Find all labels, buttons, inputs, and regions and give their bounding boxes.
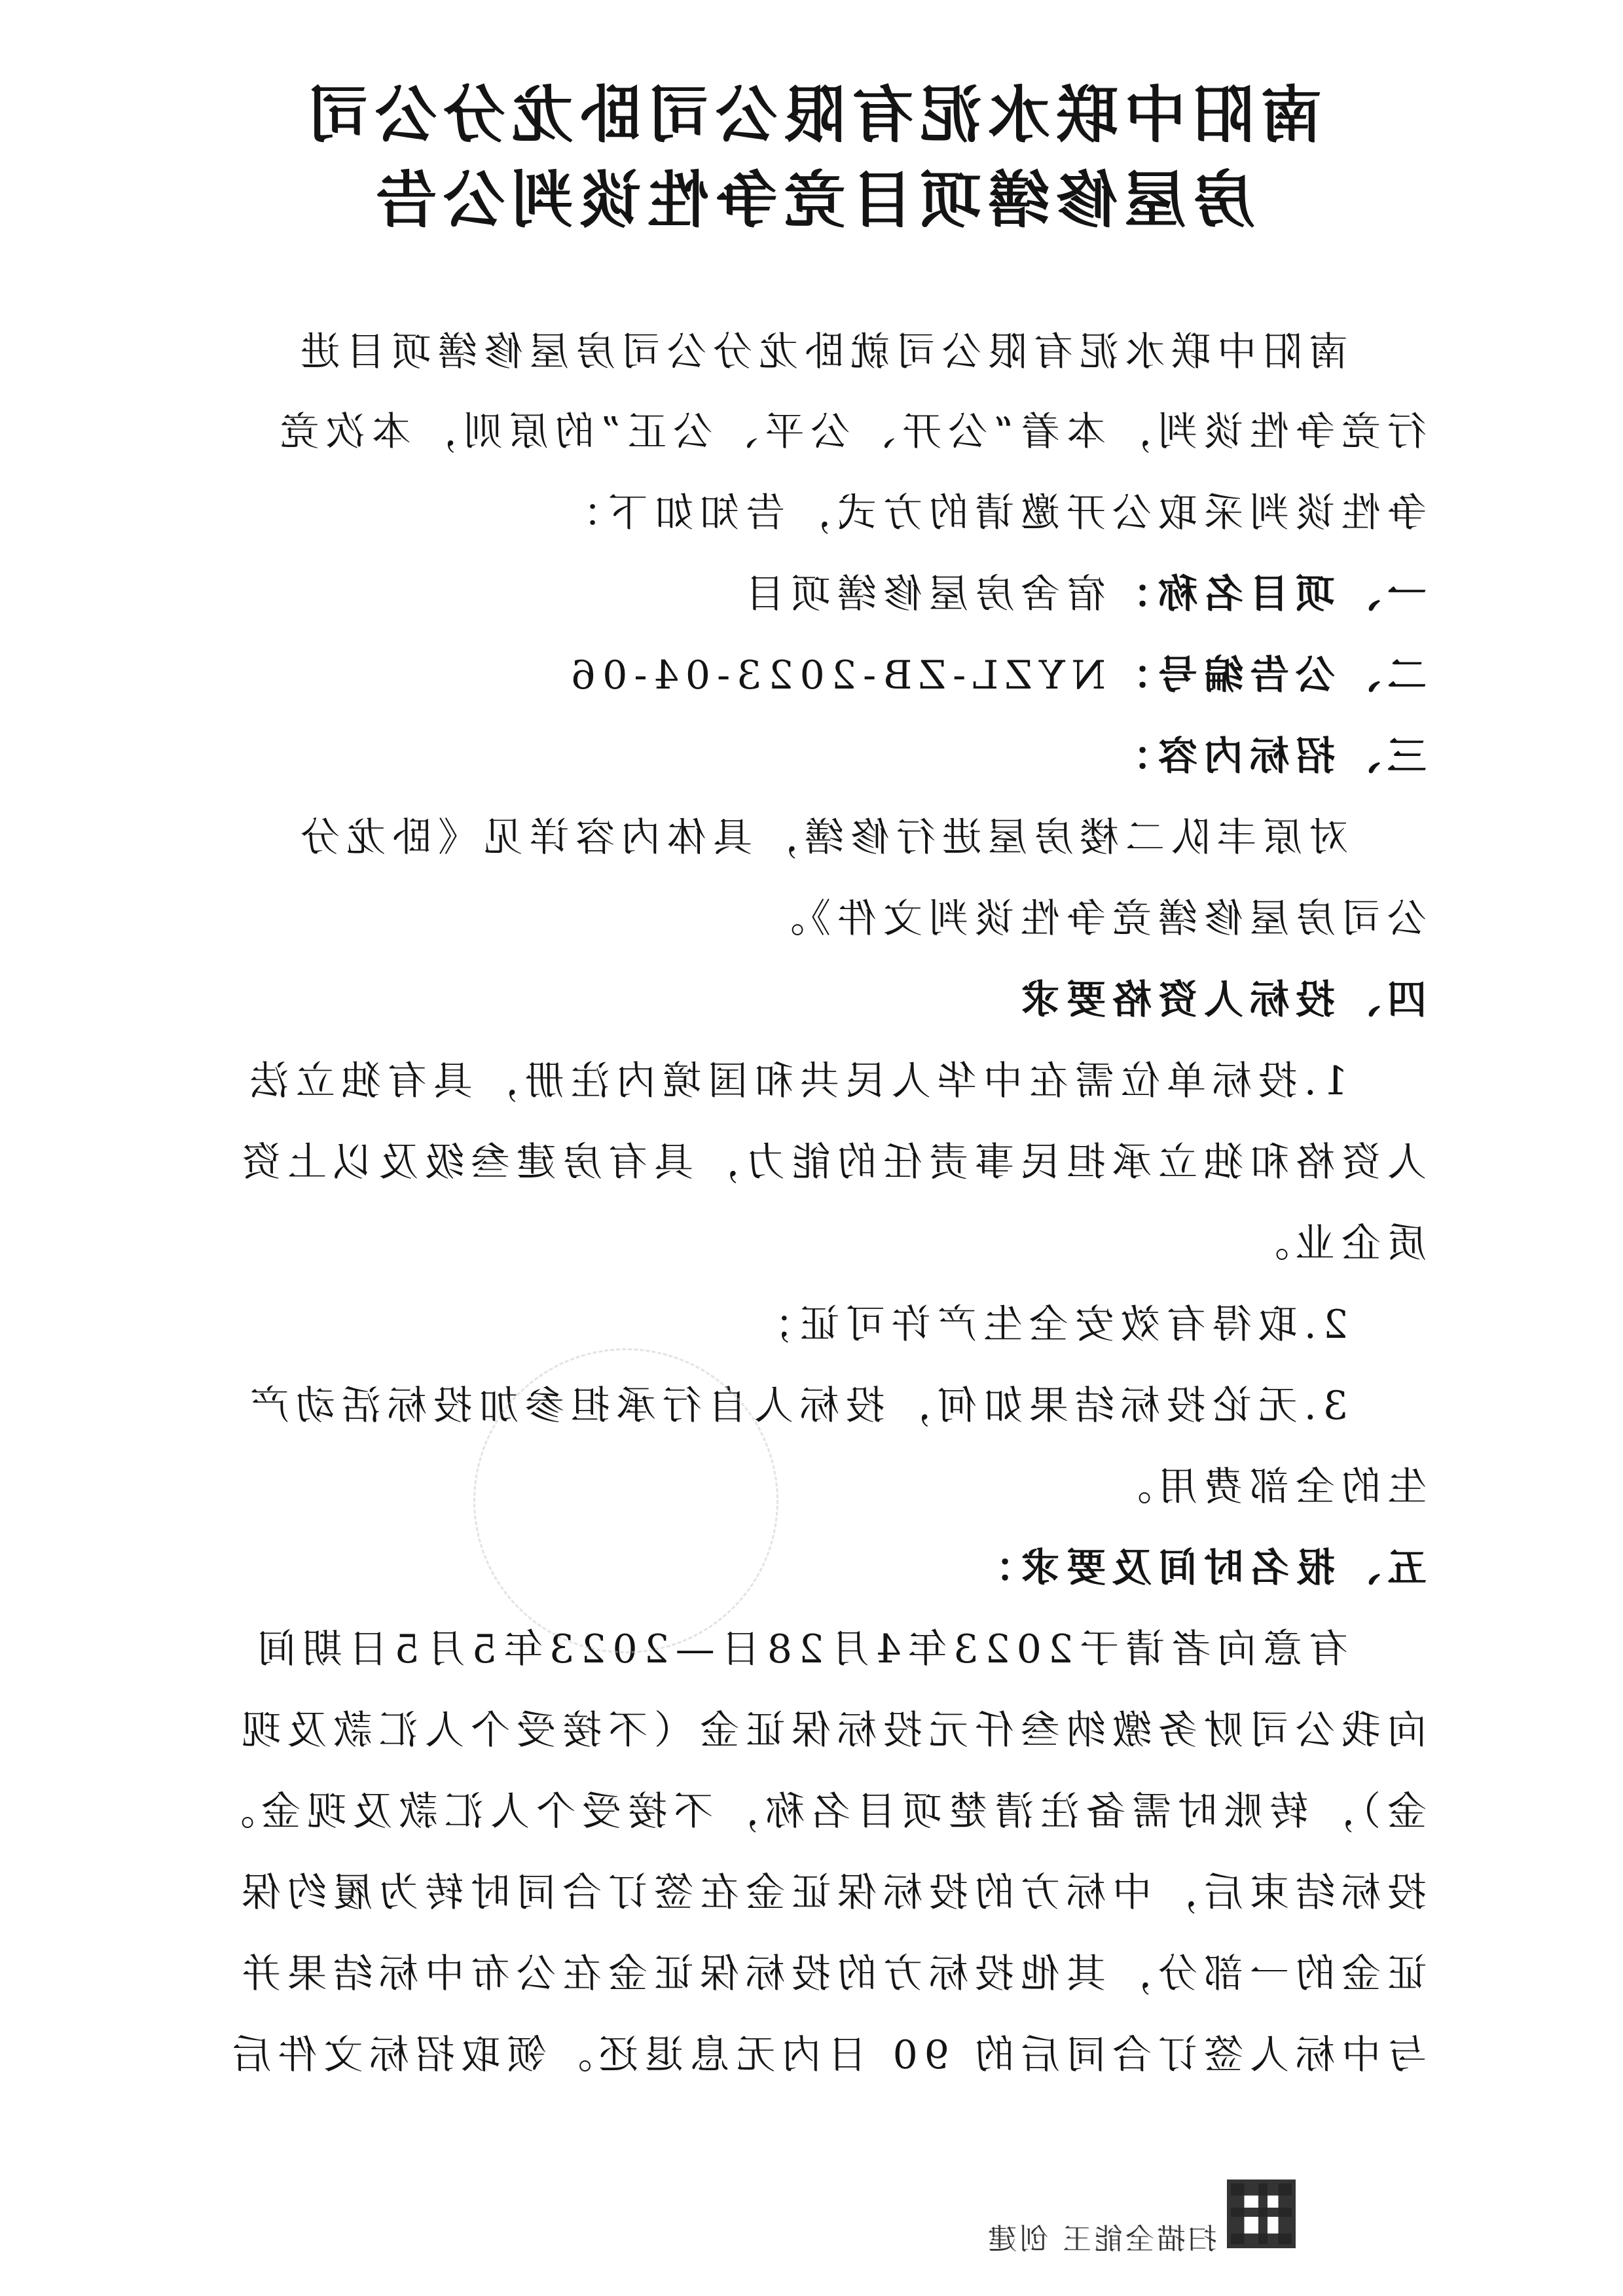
section-5-heading: 五、报名时间及要求： [968, 1545, 1427, 1591]
intro-line-3: 争性谈判采取公开邀请的方式，告知如下： [556, 490, 1427, 536]
section-2-heading: 二、公告编号： [1106, 653, 1427, 698]
section-5-line-1: 有意向者请于2023年4月28日—2023年5月5日期间 [250, 1626, 1348, 1672]
section-4-heading: 四、投标人资格要求 [1014, 977, 1427, 1023]
section-4-item-2: 2.取得有效安全生产许可证； [747, 1302, 1348, 1348]
section-1-heading: 一、项目名称： [1106, 571, 1427, 617]
section-5-line-4: 投标结束后，中标方的投标保证金在签订合同时转为履约保 [235, 1870, 1427, 1916]
document-title-line-2: 房屋修缮项目竞争性谈判公告 [369, 165, 1254, 236]
section-3-line-2: 公司房屋修缮竞争性谈判文件》。 [759, 896, 1427, 942]
section-5-line-2: 向我公司财务缴纳叁仟元投标保证金（不接受个人汇款及现 [235, 1708, 1427, 1753]
section-3-line-1: 对原丰队二楼房屋进行修缮，具体内容详见《卧龙分 [294, 815, 1348, 861]
section-3-heading: 三、招标内容： [1106, 734, 1427, 780]
section-2-text: NYZL-ZB-2023-04-06 [564, 653, 1106, 698]
section-1 [739, 563, 1427, 619]
section-1-text: 宿舍房屋修缮项目 [739, 571, 1106, 617]
section-4-item-3-cont: 生的全部费用。 [1106, 1464, 1427, 1510]
section-5-line-6: 与中标人签订合同后的 90 日内无息退还。领取招标文件后 [225, 2032, 1427, 2078]
intro-line-1: 南阳中联水泥有限公司就卧龙分公司房屋修缮项目进 [294, 329, 1348, 375]
qr-code-icon [1227, 2179, 1296, 2248]
section-5-line-5: 证金的一部分，其他投标方的投标保证金在公布中标结果并 [235, 1951, 1427, 1997]
section-5-line-3: 金），转账时需备注清楚项目名称，不接受个人汇款及现金。 [209, 1789, 1427, 1835]
section-2 [564, 644, 1427, 700]
scanner-watermark: 扫描全能王 创建 [985, 2223, 1217, 2256]
section-4-item-1-cont: 人资格和独立承担民事责任的能力，具有房建叁级及以上资 [235, 1139, 1427, 1185]
document-title-line-1: 南阳中联水泥有限公司卧龙分公司 [301, 80, 1322, 151]
intro-line-2: 行竞争性谈判，本着“公开、公平、公正”的原则，本次竞 [273, 409, 1427, 455]
section-4-item-1-end: 质企业。 [1243, 1221, 1427, 1266]
section-4-item-1: 1.投标单位需在中华人民共和国境内注册，具有独立法 [243, 1058, 1348, 1104]
section-4-item-3: 3.无论投标结果如何，投标人自行承担参加投标活动产 [243, 1383, 1348, 1429]
faint-stamp-mark [473, 1348, 778, 1653]
